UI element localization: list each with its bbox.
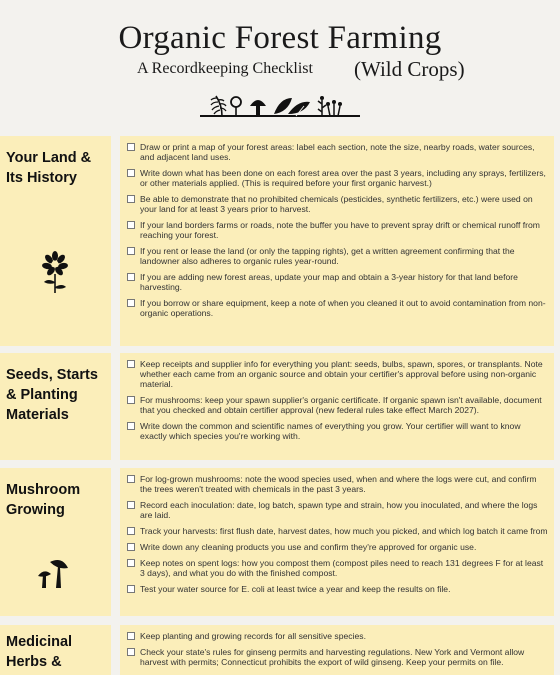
section-label: Medicinal Herbs &	[6, 634, 73, 670]
checklist-item	[120, 359, 554, 389]
section-content-panel	[120, 353, 554, 460]
checklist-item	[120, 647, 554, 667]
checklist-item	[120, 395, 554, 415]
checklist-item	[120, 220, 554, 240]
checklist-item-text: Write down what has been done on each forest area over the past 3 years, including any sprays, fertilizers, or other materials applied. (This is required before your first organic harvest.)	[140, 168, 546, 188]
checkbox[interactable]	[127, 396, 135, 404]
checklist-item	[120, 168, 554, 188]
checklist-item-text: Keep receipts and supplier info for everything you plant: seeds, bulbs, spawn, spores, or transplants. Note whether each came from an organic source and obtain your certifier's approval before using non-organic material.	[140, 359, 543, 389]
checklist-item-text: If you rent or lease the land (or only the tapping rights), get a written agreement confirming that the landowner also adheres to organic rules year-round.	[140, 246, 515, 266]
checkbox[interactable]	[127, 648, 135, 656]
checklist-item	[120, 558, 554, 578]
checklist	[120, 136, 554, 318]
checklist	[120, 468, 554, 594]
page-subtitle-suffix: (Wild Crops)	[354, 57, 465, 81]
section-label-panel	[0, 353, 111, 460]
checkbox[interactable]	[127, 273, 135, 281]
section-content-panel	[120, 625, 554, 675]
checklist-item-text: Check your state's rules for ginseng permits and harvesting regulations. New York and Vermont allow harvest with permits; Connecticut prohibits the export of wild ginseng. Keep your permits on file.	[140, 647, 525, 667]
checkbox[interactable]	[127, 422, 135, 430]
header	[0, 0, 560, 130]
checklist-item-text: Draw or print a map of your forest areas: label each section, note the size, nearby roads, water sources, and adjacent land uses.	[140, 142, 535, 162]
checkbox[interactable]	[127, 221, 135, 229]
checklist	[120, 625, 554, 667]
checklist-item-text: Be able to demonstrate that no prohibited chemicals (pesticides, synthetic fertilizers, etc.) were used on your land for at least 3 years prior to harvest.	[140, 194, 533, 214]
mushroom-icon	[36, 558, 70, 590]
plants-divider-icon	[200, 92, 360, 120]
checklist-item-text: Keep planting and growing records for all sensitive species.	[140, 631, 366, 641]
checklist-item-text: Test your water source for E. coli at least twice a year and keep the results on file.	[140, 584, 451, 594]
checklist-item	[120, 631, 554, 641]
checkbox[interactable]	[127, 247, 135, 255]
checklist-item	[120, 542, 554, 552]
checkbox[interactable]	[127, 360, 135, 368]
section-label: Mushroom Growing	[6, 482, 81, 518]
checkbox[interactable]	[127, 543, 135, 551]
checklist-item	[120, 246, 554, 266]
checklist-item	[120, 474, 554, 494]
checklist-item-text: For mushrooms: keep your spawn supplier's organic certificate. If organic spawn isn't available, document that you checked and obtain certifier approval (new federal rules take effect March 2027).	[140, 395, 542, 415]
checklist-item	[120, 526, 554, 536]
page-title: Organic Forest Farming	[118, 20, 442, 56]
checklist-item	[120, 194, 554, 214]
checklist-item-text: Record each inoculation: date, log batch, spawn type and strain, how you inoculated, and where the logs are laid.	[140, 500, 538, 520]
checklist-item	[120, 500, 554, 520]
checkbox[interactable]	[127, 169, 135, 177]
checkbox[interactable]	[127, 501, 135, 509]
checkbox[interactable]	[127, 475, 135, 483]
section-label: Seeds, Starts & Planting Materials	[6, 367, 98, 423]
checkbox[interactable]	[127, 527, 135, 535]
checklist-item-text: If you are adding new forest areas, update your map and obtain a 3-year history for that land before harvesting.	[140, 272, 518, 292]
checklist-item	[120, 272, 554, 292]
checklist-item-text: If you borrow or share equipment, keep a note of when you cleaned it out to avoid contamination from non-organic operations.	[140, 298, 546, 318]
section-land-history	[0, 136, 560, 346]
checkbox[interactable]	[127, 143, 135, 151]
checkbox[interactable]	[127, 195, 135, 203]
page-subtitle: A Recordkeeping Checklist	[137, 60, 313, 77]
checklist-item	[120, 298, 554, 318]
section-label-panel	[0, 625, 111, 675]
section-content-panel	[120, 468, 554, 616]
checklist-item-text: Track your harvests: first flush date, harvest dates, how much you picked, and which log batch it came from	[140, 526, 548, 536]
section-seeds-planting	[0, 353, 560, 460]
checklist-item	[120, 142, 554, 162]
checklist-item-text: If your land borders farms or roads, note the buffer you have to prevent spray drift or chemical runoff from reaching your forest.	[140, 220, 540, 240]
checklist-item	[120, 584, 554, 594]
checkbox[interactable]	[127, 632, 135, 640]
checklist-item-text: Write down the common and scientific names of everything you grow. Your certifier will want to know exactly which species you're working with.	[140, 421, 521, 441]
section-mushroom-growing	[0, 468, 560, 616]
checkbox[interactable]	[127, 559, 135, 567]
checklist-item	[120, 421, 554, 441]
checklist	[120, 353, 554, 441]
checkbox[interactable]	[127, 299, 135, 307]
section-label: Your Land & Its History	[6, 150, 92, 186]
checklist-item-text: Write down any cleaning products you use and confirm they're approved for organic use.	[140, 542, 477, 552]
checkbox[interactable]	[127, 585, 135, 593]
section-content-panel	[120, 136, 554, 346]
checklist-item-text: For log-grown mushrooms: note the wood species used, when and where the logs were cut, and confirm the trees weren't treated with chemicals in the past 3 years.	[140, 474, 537, 494]
section-label-panel	[0, 136, 111, 346]
checklist-item-text: Keep notes on spent logs: how you compost them (compost piles need to reach 131 degrees F for at least 3 days), and what you do with the finished compost.	[140, 558, 544, 578]
section-label-panel	[0, 468, 111, 616]
flower-icon	[38, 250, 72, 294]
section-medicinal-herbs	[0, 625, 560, 675]
